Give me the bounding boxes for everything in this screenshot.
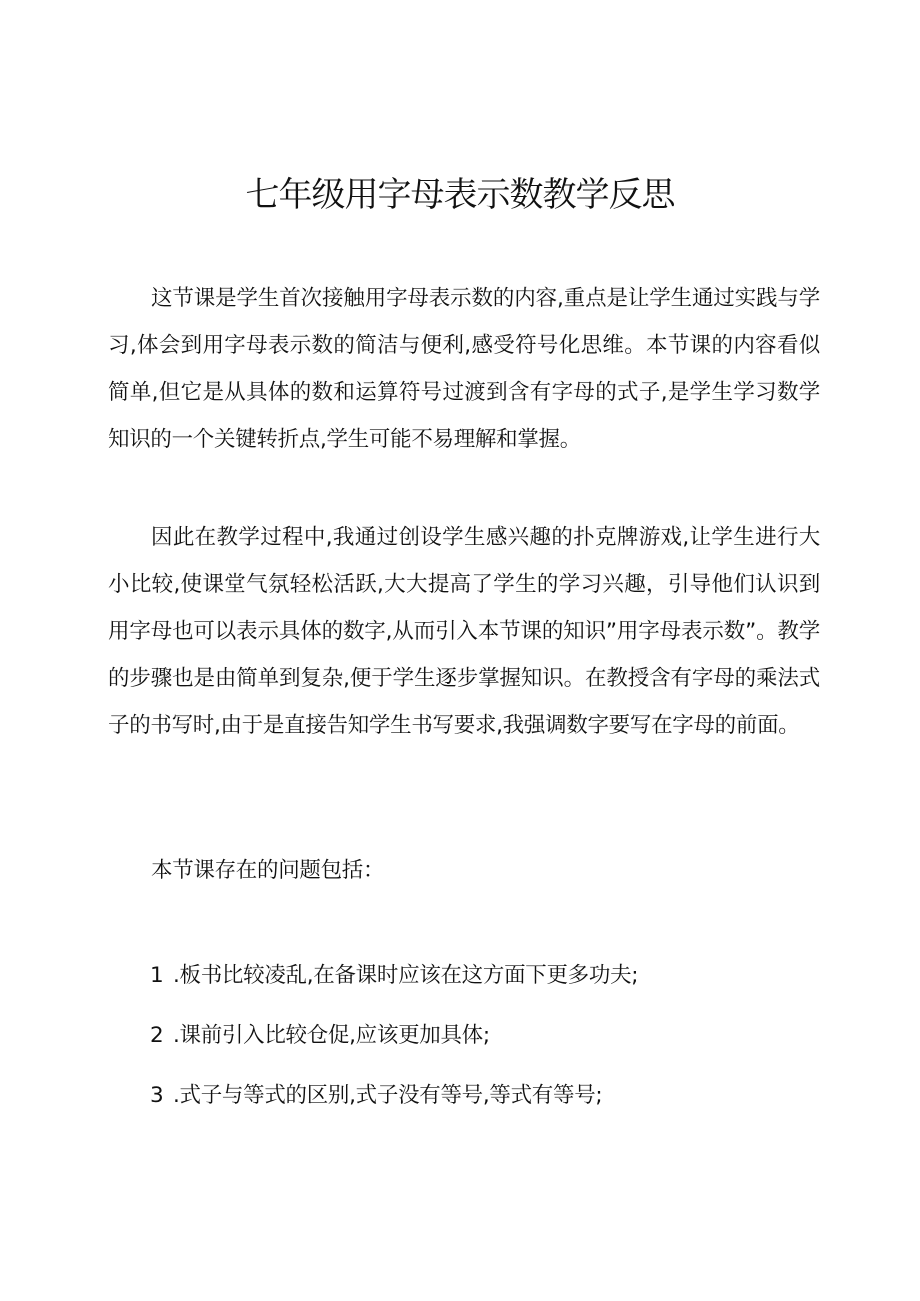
list-item (150, 1072, 638, 1132)
list-item (150, 1012, 638, 1072)
list-item-text: .式子与等式的区别,式子没有等号,等式有等号; (173, 1083, 603, 1108)
list-item (150, 952, 638, 1012)
list-item-number: 1 (150, 963, 164, 988)
list-item-text: .板书比较凌乱,在备课时应该在这方面下更多功夫; (173, 963, 639, 988)
document-title: 七年级用字母表示数教学反思 (245, 175, 675, 215)
list-item-number: 3 (150, 1083, 164, 1108)
issues-list (150, 952, 638, 1132)
paragraph-intro: 这节课是学生首次接触用字母表示数的内容,重点是让学生通过实践与学习,体会到用字母表示数的简洁与便利,感受符号化思维。本节课的内容看似简单,但它是从具体的数和运算符号过渡到含有字母的式子,是学生学习数学知识的一个关键转折点,学生可能不易理解和掌握。 (108, 286, 820, 452)
paragraph-process: 因此在教学过程中,我通过创设学生感兴趣的扑克牌游戏,让学生进行大小比较,使课堂气氛轻松活跃,大大提高了学生的学习兴趣，引导他们认识到用字母也可以表示具体的数字,从而引入本节课的知识”用字母表示数”。教学的步骤也是由简单到复杂,便于学生逐步掌握知识。在教授含有字母的乘法式子的书写时,由于是直接告知学生书写要求,我强调数字要写在字母的前面。 (108, 525, 820, 738)
paragraph-issues-heading: 本节课存在的问题包括： (151, 858, 385, 883)
list-item-number: 2 (150, 1023, 164, 1048)
list-item-text: .课前引入比较仓促,应该更加具体; (173, 1023, 490, 1048)
